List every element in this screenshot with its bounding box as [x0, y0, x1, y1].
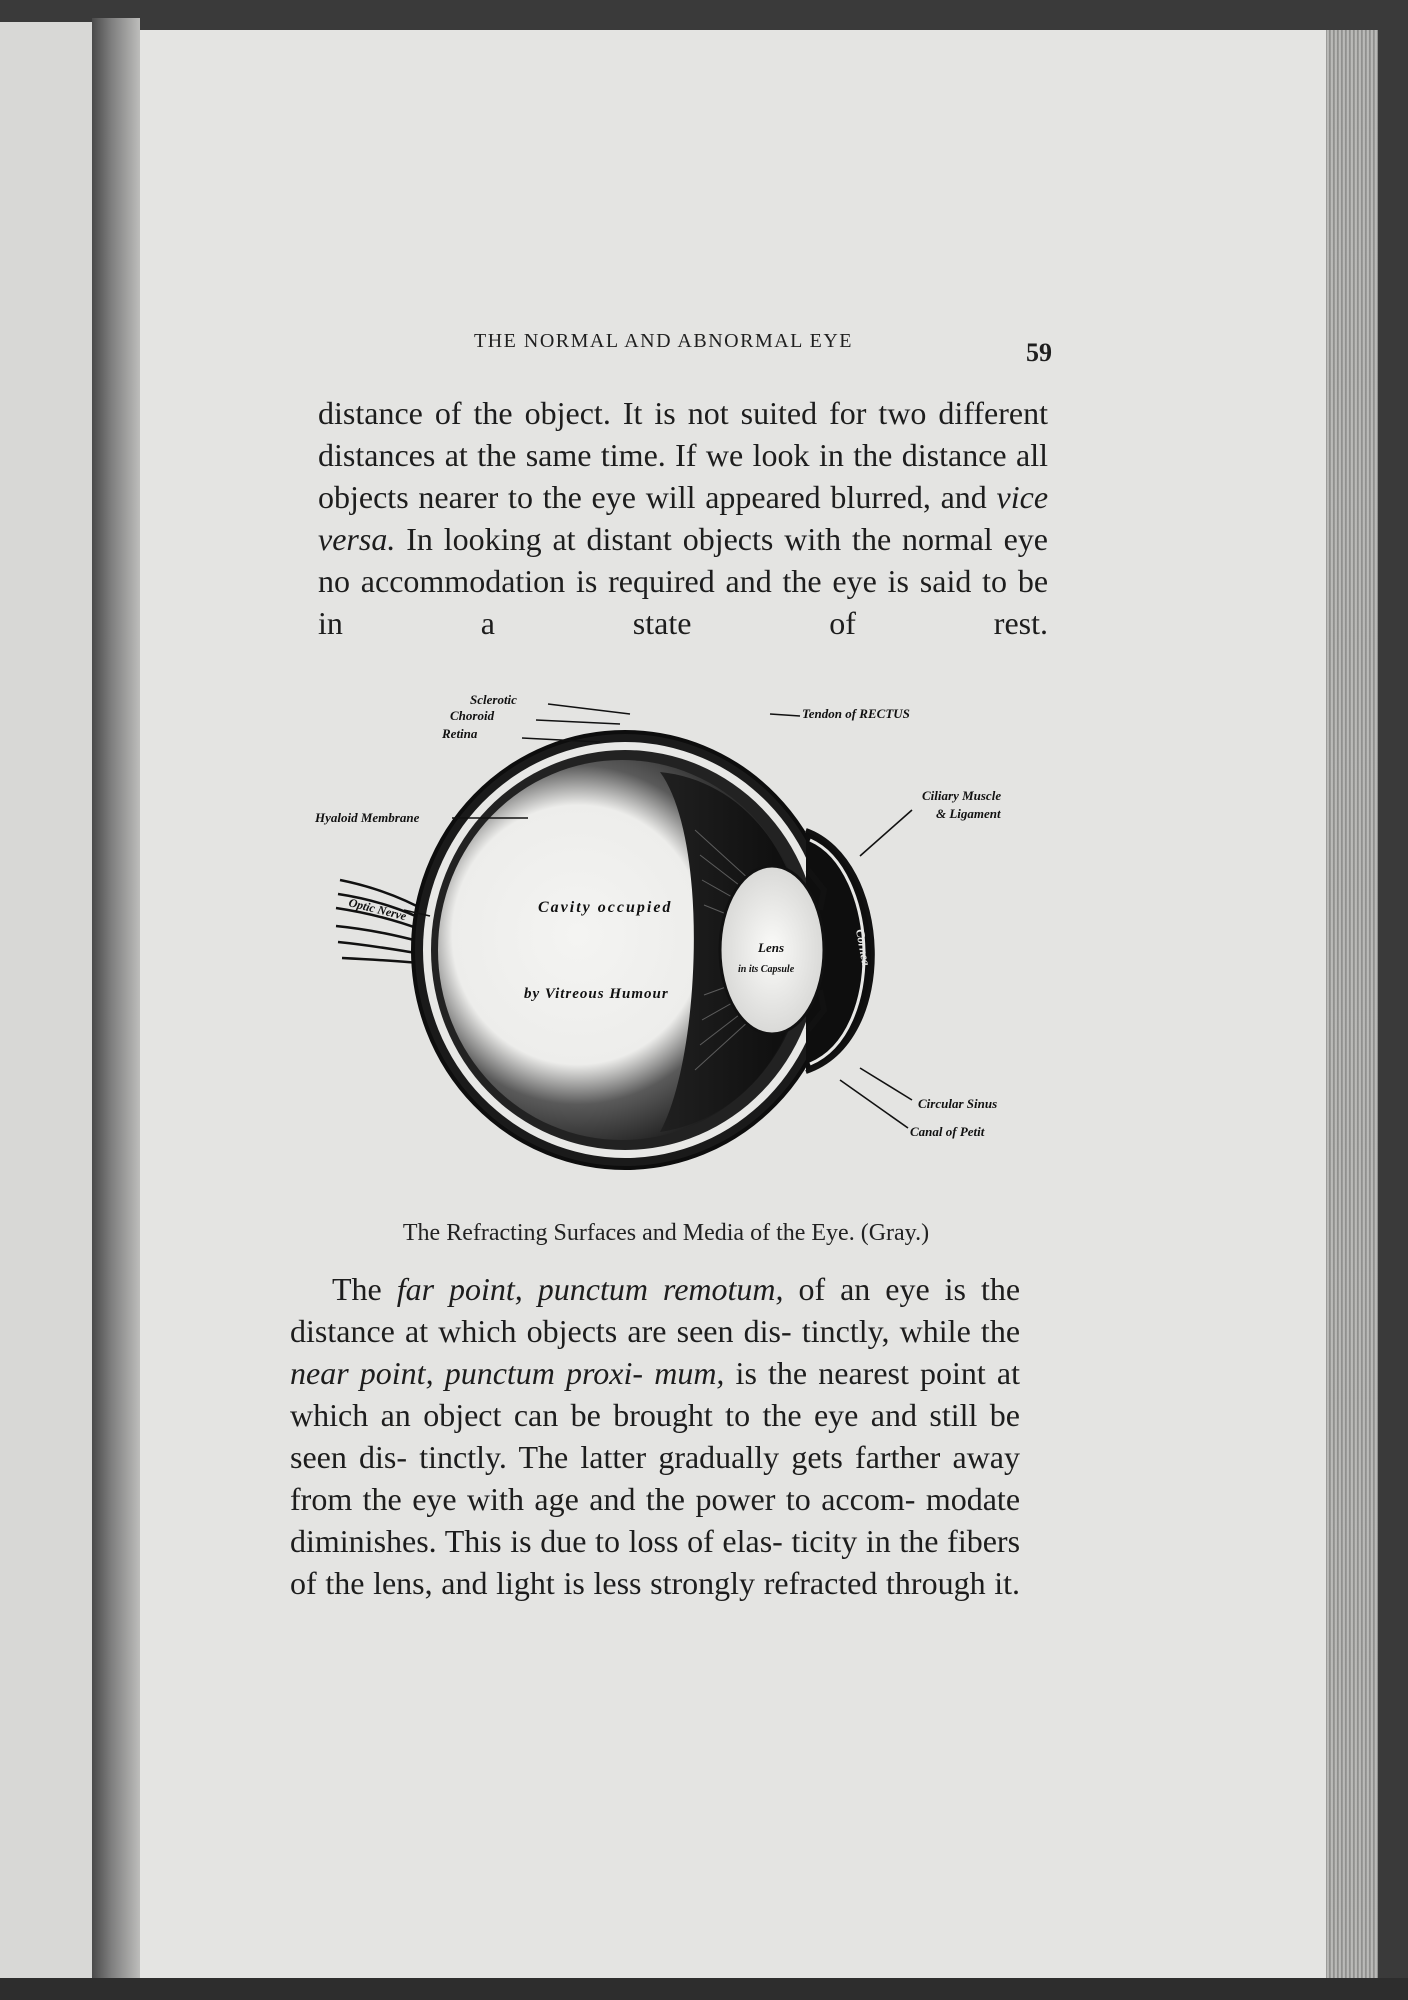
label-sclerotic: Sclerotic — [470, 692, 517, 707]
label-cavity-occupied: Cavity occupied — [538, 899, 673, 916]
term-near-point-cont: mum, — [654, 1355, 725, 1391]
page-edges — [1326, 30, 1378, 1980]
left-page-edge — [0, 22, 95, 1982]
term-near-point: near point, punctum proxi- — [290, 1355, 644, 1391]
label-lens: Lens — [758, 940, 784, 955]
label-optic-nerve: Optic Nerve — [347, 895, 408, 924]
eye-diagram — [300, 680, 1060, 1220]
label-hyaloid-membrane: Hyaloid Membrane — [315, 810, 420, 825]
label-choroid: Choroid — [450, 708, 495, 723]
label-tendon-rectus: Tendon of RECTUS — [802, 706, 910, 721]
book-spine — [92, 18, 140, 1988]
label-retina: Retina — [442, 726, 478, 741]
page-number: 59 — [1026, 338, 1052, 367]
label-ciliary-muscle: Ciliary Muscle — [922, 788, 1002, 803]
label-ciliary-ligament: & Ligament — [936, 806, 1001, 821]
label-circular-sinus: Circular Sinus — [918, 1096, 998, 1111]
label-lens-capsule: in its Capsule — [738, 964, 795, 975]
bottom-shadow — [0, 1978, 1408, 2000]
label-cornea: Cornea — [853, 928, 874, 967]
term-far-point: far point, punctum remotum, — [396, 1271, 784, 1307]
running-header: THE NORMAL AND ABNORMAL EYE — [474, 330, 854, 352]
emphasis-vice-versa: vice versa. — [318, 479, 1049, 557]
label-vitreous-humour: by Vitreous Humour — [524, 986, 669, 1002]
figure-caption: The Refracting Surfaces and Media of the Eye. (Gray.) — [402, 1220, 930, 1246]
paragraph-1: distance of the object. It is not suited for two different distances at the same time. If we look in the distance all objects nearer to the eye will appeared blurred, and vice versa. In looking at distant objects with the normal eye no accommodation is required and the eye is said to be in a state of rest. — [318, 395, 1049, 641]
paragraph-2: The far point, punctum remotum, of an eye is the distance at which objects are seen dis- tinctly, while the near point, punctum proxi- mum, is the nearest point at which an object can be brought to the eye and still be seen dis- tinctly. The latter gradually gets farther away from the eye with age and the power to accom- modate diminishes. This is due to loss of elas- ticity in the fibers of the lens, and light is less strongly refracted through it. — [290, 1271, 1021, 1601]
label-canal-of-petit: Canal of Petit — [910, 1124, 985, 1139]
